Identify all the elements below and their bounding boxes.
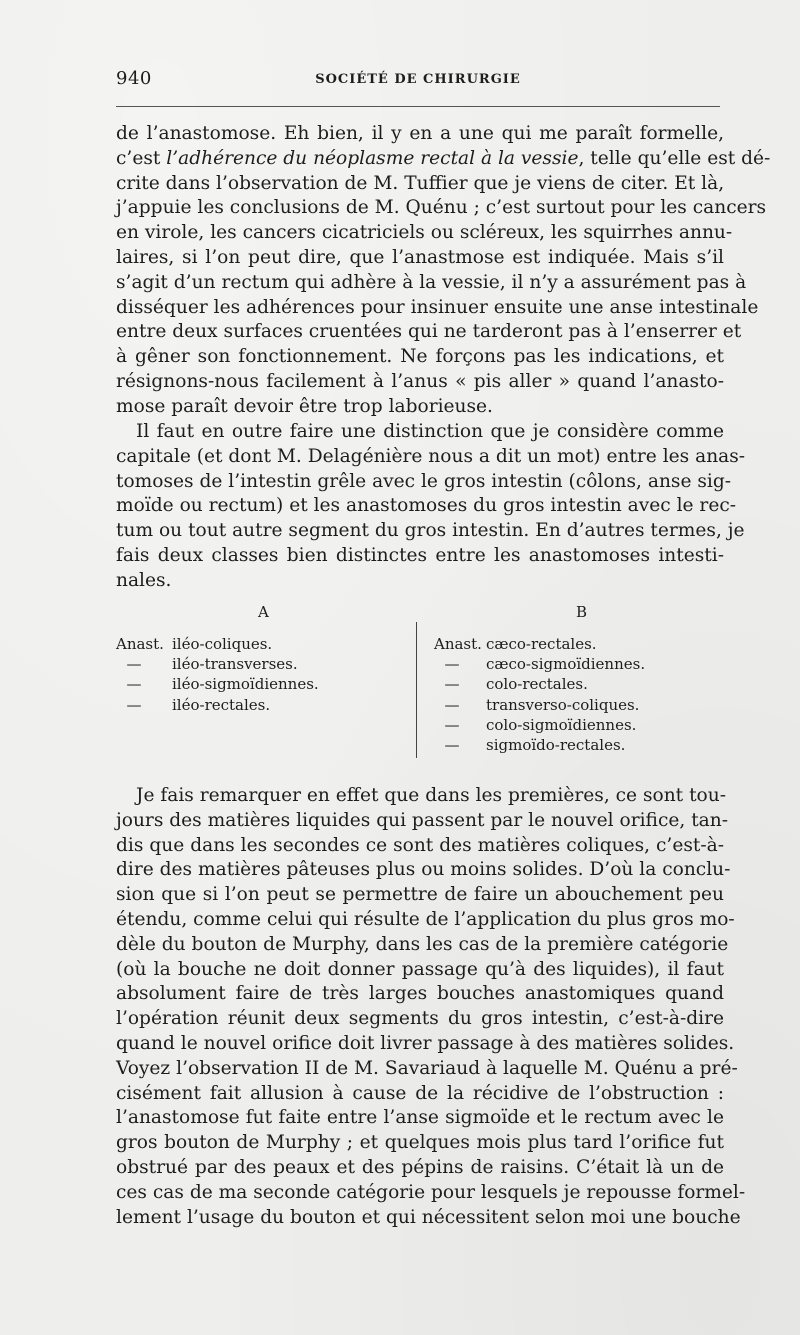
entry-text: iléo-sigmoïdiennes. <box>172 675 319 694</box>
entry-prefix: — <box>444 695 460 714</box>
text-line: en virole, les cancers cicatriciels ou scléreux, les squirrhes annu- <box>116 222 733 244</box>
text-run: , telle qu’elle est dé- <box>578 147 771 169</box>
list-item <box>116 674 319 694</box>
entry-text: iléo-coliques. <box>172 635 273 653</box>
header-rule <box>116 106 720 107</box>
text-line: sion que si l’on peut se permettre de faire un abouchement peu <box>116 884 724 906</box>
entry-text: sigmoïdo-rectales. <box>486 736 626 755</box>
list-item <box>434 715 645 735</box>
text-line: Voyez l’observation II de M. Savariaud à laquelle M. Quénu a pré- <box>116 1057 738 1079</box>
text-line: entre deux surfaces cruentées qui ne tarderont pas à l’enserrer et <box>116 321 742 343</box>
text-line: tum ou tout autre segment du gros intestin. En d’autres termes, je <box>116 520 745 542</box>
list-item <box>434 654 645 674</box>
column-b <box>434 634 645 755</box>
list-item <box>434 674 645 694</box>
text-line: l’anastomose fut faite entre l’anse sigmoïde et le rectum avec le <box>116 1107 724 1129</box>
text-line: s’agit d’un rectum qui adhère à la vessie, il n’y a assurément pas à <box>116 271 747 293</box>
text-line: laires, si l’on peut dire, que l’anastmose est indiquée. Mais s’il <box>116 246 724 268</box>
anastomosis-classification-table <box>116 602 724 755</box>
paragraph-2 <box>116 420 746 594</box>
text-run: c’est <box>116 147 167 169</box>
text-line: résignons-nous facilement à l’anus « pis aller » quand l’anasto- <box>116 370 724 392</box>
entry-prefix: Anast. <box>434 635 482 653</box>
list-item <box>434 695 645 715</box>
text-line: dèle du bouton de Murphy, dans les cas de la première catégorie <box>116 933 729 955</box>
text-line: absolument faire de très larges bouches anastomiques quand <box>116 983 724 1005</box>
text-line: quand le nouvel orifice doit livrer passage à des matières solides. <box>116 1032 735 1054</box>
text-line: moïde ou rectum) et les anastomoses du gros intestin avec le rec- <box>116 495 737 517</box>
text-line: obstrué par des peaux et des pépins de raisins. C’était là un de <box>116 1156 724 1178</box>
entry-prefix: — <box>126 655 142 674</box>
page-number: 940 <box>116 68 152 89</box>
column-a-heading: A <box>258 603 269 621</box>
text-line: (où la bouche ne doit donner passage qu’à des liquides), il faut <box>116 958 724 980</box>
text-line-with-italic <box>116 147 771 172</box>
text-line: crite dans l’observation de M. Tuffier que je viens de citer. Et là, <box>116 172 725 194</box>
text-line: lement l’usage du bouton et qui nécessitent selon moi une bouche <box>116 1206 741 1228</box>
text-line: ces cas de ma seconde catégorie pour lesquels je repousse formel- <box>116 1181 746 1203</box>
list-item <box>116 695 319 715</box>
text-line: à gêner son fonctionnement. Ne forçons pas les indications, et <box>116 346 724 368</box>
entry-prefix: — <box>444 675 460 694</box>
list-item <box>434 634 645 654</box>
column-b-heading: B <box>576 603 588 621</box>
entry-text: colo-sigmoïdiennes. <box>486 715 637 734</box>
text-line: tomoses de l’intestin grêle avec le gros intestin (côlons, anse sig- <box>116 470 732 492</box>
entry-text: cæco-rectales. <box>486 635 597 653</box>
text-line: dis que dans les secondes ce sont des matières coliques, c’est-à- <box>116 834 724 856</box>
paragraph-1 <box>116 122 771 420</box>
text-line: nales. <box>116 569 172 591</box>
entry-text: iléo-rectales. <box>172 695 271 714</box>
text-line: Il faut en outre faire une distinction que je considère comme <box>136 421 724 442</box>
entry-prefix: Anast. <box>116 635 164 653</box>
column-a <box>116 634 319 715</box>
text-line: Je fais remarquer en effet que dans les premières, ce sont tou- <box>136 785 726 806</box>
text-line: étendu, comme celui qui résulte de l’application du plus gros mo- <box>116 908 735 930</box>
entry-text: colo-rectales. <box>486 675 588 694</box>
column-divider <box>416 622 417 758</box>
entry-prefix: — <box>126 695 142 714</box>
italic-phrase: l’adhérence du néoplasme rectal à la vessie <box>166 147 579 169</box>
text-line: dire des matières pâteuses plus ou moins solides. D’où la conclu- <box>116 859 731 881</box>
page-header <box>116 68 720 92</box>
paragraph-3 <box>116 784 746 1230</box>
entry-text: cæco-sigmoïdiennes. <box>486 655 646 674</box>
entry-prefix: — <box>444 736 460 755</box>
text-line: mose paraît devoir être trop laborieuse. <box>116 395 493 417</box>
text-line: capitale (et dont M. Delagénière nous a dit un mot) entre les anas- <box>116 445 746 467</box>
text-line: l’opération réunit deux segments du gros intestin, c’est-à-dire <box>116 1008 724 1030</box>
text-line: de l’anastomose. Eh bien, il y en a une qui me paraît formelle, <box>116 123 724 144</box>
list-item <box>434 735 645 755</box>
text-line: jours des matières liquides qui passent par le nouvel orifice, tan- <box>116 809 729 831</box>
text-line: disséquer les adhérences pour insinuer ensuite une anse intestinale <box>116 296 759 318</box>
text-line: fais deux classes bien distinctes entre les anastomoses intesti- <box>116 544 724 566</box>
entry-prefix: — <box>126 675 142 694</box>
list-item <box>116 654 319 674</box>
entry-prefix: — <box>444 715 460 734</box>
text-line: j’appuie les conclusions de M. Quénu ; c’est surtout pour les cancers <box>116 197 767 219</box>
text-line: gros bouton de Murphy ; et quelques mois plus tard l’orifice fut <box>116 1132 724 1154</box>
running-head: SOCIÉTÉ DE CHIRURGIE <box>315 72 521 87</box>
entry-prefix: — <box>444 655 460 674</box>
text-line: cisément fait allusion à cause de la récidive de l’obstruction : <box>116 1082 724 1104</box>
entry-text: transverso-coliques. <box>486 695 640 714</box>
list-item <box>116 634 319 654</box>
entry-text: iléo-transverses. <box>172 655 298 674</box>
